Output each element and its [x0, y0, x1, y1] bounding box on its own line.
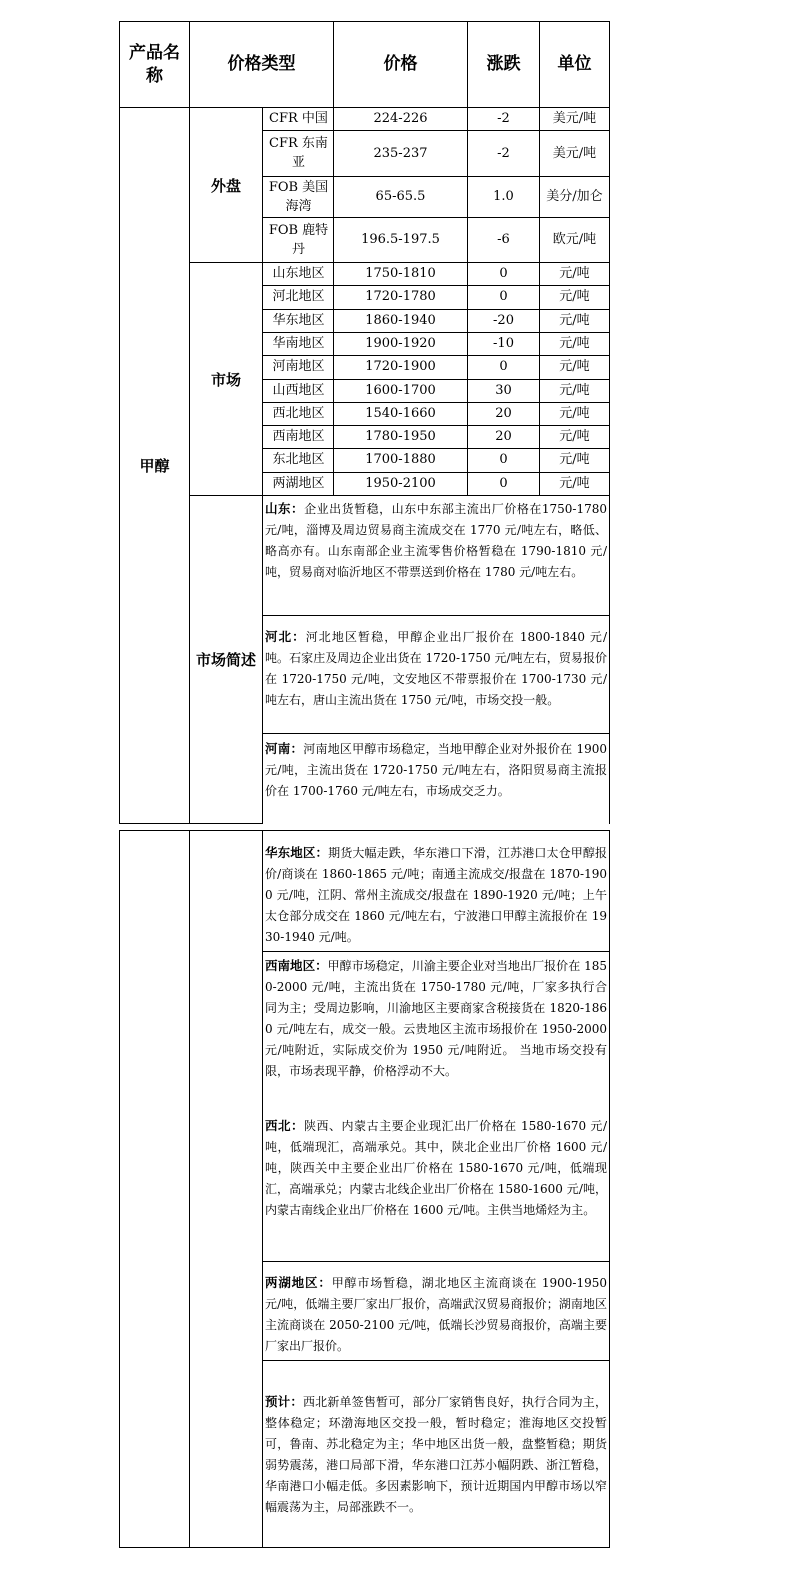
- summary-label: 华东地区：: [265, 845, 329, 860]
- summary-divider: [263, 615, 610, 616]
- row-name: 西南地区: [272, 429, 325, 444]
- summary-label: 西北：: [265, 1118, 305, 1133]
- row-change: -20: [493, 313, 514, 328]
- summary-henan: [263, 736, 609, 802]
- row-change: 0: [499, 452, 508, 467]
- summary-text: 期货大幅走跌，华东港口下滑，江苏港口太仓甲醇报价/商谈在 1860-1865 元/吨；南通主流成交/报盘在 1870-1900 元/吨，江阴、常州主流成交/报盘在 1890-1920 元/吨；上午太仓部分成交在 1860 元/吨左右，宁波港口甲醇主流报价在 1930-1940 元/吨。: [265, 846, 607, 944]
- row-price: 1780-1950: [365, 429, 436, 444]
- summary-text: 西北新单签售暂可，部分厂家销售良好，执行合同为主，整体稳定；环渤海地区交投一般，暂时稳定；淮海地区交投暂可，鲁南、苏北稳定为主；华中地区出货一般，盘整暂稳；期货弱势震荡，港口局部下滑，华东港口江苏小幅阴跌、浙江暂稳，华南港口小幅走低。多因素影响下，预计近期国内甲醇市场以窄幅震荡为主，局部涨跌不一。: [265, 1395, 607, 1514]
- row-price: 224-226: [373, 111, 428, 126]
- summary-text: 陕西、内蒙古主要企业现汇出厂价格在 1580-1670 元/吨，低端现汇，高端承兑。其中，陕北企业出厂价格 1600 元/吨，陕西关中主要企业出厂价格在 1580-1670 元/吨，低端现汇，高端承兑；内蒙古北线企业出厂价格在 1580-1600 元/吨，内蒙古南线企业出厂价格在 1600 元/吨。主供当地烯烃为主。: [265, 1119, 607, 1217]
- row-price: 65-65.5: [375, 189, 426, 204]
- summary-divider: [263, 1360, 610, 1361]
- row-name: 东北地区: [272, 452, 325, 467]
- header-unit: 单位: [557, 54, 592, 74]
- row-change: -2: [497, 145, 510, 161]
- row-name: FOB 美国海湾: [268, 179, 329, 214]
- summary-xinan: [263, 953, 609, 1082]
- row-change: 0: [499, 266, 508, 281]
- row-name: 华东地区: [272, 313, 325, 328]
- group-foreign-label: 外盘: [210, 176, 241, 195]
- group-market-label: 市场: [210, 370, 241, 389]
- row-name: 山西地区: [272, 383, 325, 398]
- row-unit: 美元/吨: [552, 111, 597, 126]
- row-price: 1600-1700: [365, 383, 436, 398]
- row-unit: 欧元/吨: [552, 232, 597, 247]
- summary-divider: [263, 951, 610, 952]
- row-unit: 元/吨: [559, 452, 590, 467]
- row-change: 1.0: [493, 189, 514, 204]
- row-name: CFR 东南亚: [269, 136, 328, 170]
- summary-shandong: [263, 496, 609, 583]
- summary-xibei: [263, 1113, 609, 1221]
- row-price: 235-237: [373, 145, 428, 161]
- row-name: 两湖地区: [272, 476, 325, 491]
- summary-text: 甲醇市场稳定，川渝主要企业对当地出厂报价在 1850-2000 元/吨，主流出货在 1750-1780 元/吨，厂家多执行合同为主；受周边影响，川渝地区主要商家含税接货在 1820-1860 元/吨左右，成交一般。云贵地区主流市场报价在 1950-2000 元/吨附近，实际成交价为 1950 元/吨附近。 当地市场交投有限，市场表现平静，价格浮动不大。: [265, 959, 607, 1078]
- summary-forecast: [263, 1389, 609, 1518]
- row-unit: 元/吨: [559, 289, 590, 304]
- summary-label: 河南：: [265, 741, 304, 756]
- row-change: -2: [497, 111, 510, 126]
- summary-divider: [263, 733, 610, 734]
- row-price: 1540-1660: [365, 406, 436, 421]
- row-name: FOB 鹿特丹: [268, 222, 329, 257]
- section2-border-left: [119, 830, 120, 1548]
- row-unit: 元/吨: [559, 383, 590, 398]
- summary-text: 企业出货暂稳，山东中东部主流出厂价格在1750-1780 元/吨，淄博及周边贸易商主流成交在 1770 元/吨左右，略低、略高亦有。山东南部企业主流零售价格暂稳在 1790-1810 元/吨，贸易商对临沂地区不带票送到价格在 1780 元/吨左右。: [265, 502, 607, 579]
- summary-label: 两湖地区：: [265, 1275, 332, 1290]
- row-change: 30: [495, 383, 512, 398]
- row-unit: 元/吨: [559, 336, 590, 351]
- row-change: -10: [493, 336, 514, 351]
- row-price: 196.5-197.5: [361, 232, 440, 247]
- summary-lianghu: [263, 1270, 609, 1357]
- row-unit: 元/吨: [559, 476, 590, 491]
- row-change: 20: [495, 406, 512, 421]
- summary-label: 预计：: [265, 1394, 303, 1409]
- header-change: 涨跌: [486, 54, 521, 74]
- header-product-name: 产品名称: [129, 42, 180, 86]
- row-change: -6: [497, 232, 510, 247]
- row-change: 0: [499, 476, 508, 491]
- product-label: 甲醇: [139, 457, 170, 475]
- row-name: 西北地区: [272, 406, 325, 421]
- summary-text: 河北地区暂稳，甲醇企业出厂报价在 1800-1840 元/吨。石家庄及周边企业出货在 1720-1750 元/吨左右，贸易报价在 1720-1750 元/吨，文安地区不带票报价在 1700-1730 元/吨左右，唐山主流出货在 1750 元/吨，市场交投一般。: [265, 630, 607, 707]
- row-price: 1700-1880: [365, 452, 436, 467]
- row-price: 1720-1900: [365, 359, 436, 374]
- row-name: 华南地区: [272, 336, 325, 351]
- row-unit: 美元/吨: [552, 145, 597, 161]
- header-price-type: 价格类型: [227, 54, 296, 74]
- row-price: 1750-1810: [365, 266, 436, 281]
- row-name: 山东地区: [272, 266, 325, 281]
- summary-hebei: [263, 624, 609, 711]
- row-unit: 元/吨: [559, 406, 590, 421]
- summary-label: 河北：: [265, 629, 306, 644]
- section2-col-divider-product: [189, 830, 190, 1548]
- row-name: 河南地区: [272, 359, 325, 374]
- section2-border-right: [609, 830, 610, 1548]
- section2-border-top: [119, 830, 610, 831]
- row-price: 1950-2100: [365, 476, 436, 491]
- row-change: 0: [499, 359, 508, 374]
- header-price: 价格: [383, 54, 418, 74]
- summary-label: 西南地区：: [265, 958, 328, 973]
- row-price: 1900-1920: [365, 336, 436, 351]
- section2-border-bottom: [119, 1547, 610, 1548]
- row-name: 河北地区: [272, 289, 325, 304]
- row-unit: 元/吨: [559, 429, 590, 444]
- row-change: 20: [495, 429, 512, 444]
- row-name: CFR 中国: [269, 111, 328, 126]
- summary-text: 甲醇市场暂稳，湖北地区主流商谈在 1900-1950 元/吨，低端主要厂家出厂报价，高端武汉贸易商报价；湖南地区主流商谈在 2050-2100 元/吨，低端长沙贸易商报价，高端主要厂家出厂报价。: [265, 1276, 607, 1353]
- summary-label: 山东：: [265, 501, 305, 516]
- row-unit: 元/吨: [559, 313, 590, 328]
- row-price: 1860-1940: [365, 313, 436, 328]
- row-unit: 元/吨: [559, 266, 590, 281]
- summary-divider: [263, 1261, 610, 1262]
- summary-text: 河南地区甲醇市场稳定，当地甲醇企业对外报价在 1900 元/吨，主流出货在 1720-1750 元/吨左右，洛阳贸易商主流报价在 1700-1760 元/吨左右，市场成交乏力。: [265, 742, 607, 798]
- group-summary-label: 市场简述: [195, 651, 256, 669]
- summary-huadong: [263, 840, 609, 948]
- row-change: 0: [499, 289, 508, 304]
- row-unit: 美分/加仑: [546, 189, 603, 204]
- row-price: 1720-1780: [365, 289, 436, 304]
- row-unit: 元/吨: [559, 359, 590, 374]
